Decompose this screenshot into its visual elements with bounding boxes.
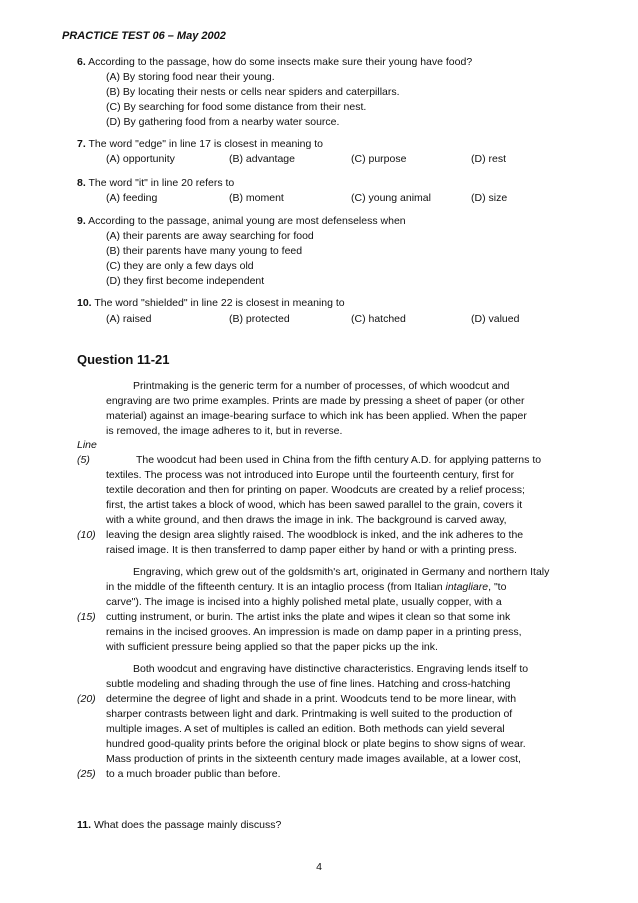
passage-line: The woodcut had been used in China from the fifth century A.D. for applying patterns to <box>136 454 542 466</box>
option: (C) they are only a few days old <box>106 260 254 272</box>
passage-line: in the middle of the fifteenth century. It is an intaglio process (from Italian intagliare, "to <box>106 581 507 593</box>
passage-line: Both woodcut and engraving have distinctive characteristics. Engraving lends itself to <box>133 663 529 675</box>
line-label: Line <box>77 439 97 451</box>
option: (C) young animal <box>351 192 431 204</box>
option: (D) rest <box>471 153 506 165</box>
option: (B) moment <box>229 192 284 204</box>
question-8: 8. The word "it" in line 20 refers to <box>77 177 235 189</box>
passage-line: hundred good-quality prints before the original block or plate begins to show signs of wear. <box>106 738 526 750</box>
option: (D) they first become independent <box>106 275 265 287</box>
page-number: 4 <box>316 861 322 873</box>
question-10: 10. The word "shielded" in line 22 is closest in meaning to <box>77 297 345 309</box>
question-6: 6. According to the passage, how do some insects make sure their young have food? <box>77 56 473 68</box>
option: (A) raised <box>106 313 152 325</box>
question-7: 7. The word "edge" in line 17 is closest in meaning to <box>77 138 323 150</box>
passage-line: is removed, the image adheres to it, but in reverse. <box>106 425 343 437</box>
page-header: PRACTICE TEST 06 – May 2002 <box>62 30 226 42</box>
option: (D) By gathering food from a nearby water source. <box>106 116 340 128</box>
passage-line: cutting instrument, or burin. The artist inks the plate and wipes it clean so that some ink <box>106 611 511 623</box>
passage-line: subtle modeling and shading through the use of fine lines. Hatching and cross-hatching <box>106 678 511 690</box>
option: (B) advantage <box>229 153 295 165</box>
passage-line: determine the degree of light and shade in a print. Woodcuts tend to be more linear, with <box>106 693 517 705</box>
option: (C) purpose <box>351 153 407 165</box>
section-title: Question 11-21 <box>77 352 170 367</box>
option: (C) hatched <box>351 313 406 325</box>
option: (A) By storing food near their young. <box>106 71 275 83</box>
passage-line: leaving the design area slightly raised. The woodblock is inked, and the ink adheres to the <box>106 529 524 541</box>
option: (B) protected <box>229 313 290 325</box>
option: (B) their parents have many young to feed <box>106 245 303 257</box>
passage-line: multiple images. A set of multiples is called an edition. Both methods can yield several <box>106 723 505 735</box>
passage-line: material) against an image-bearing surface to which ink has been applied. When the paper <box>106 410 527 422</box>
passage-line: sharper contrasts between light and dark. Printmaking is well suited to the production of <box>106 708 513 720</box>
line-number-10: (10) <box>77 529 96 541</box>
option: (B) By locating their nests or cells near spiders and caterpillars. <box>106 86 400 98</box>
passage-line: first, the artist takes a block of wood, which has been sawed parallel to the grain, covers it <box>106 499 523 511</box>
passage-line: Mass production of prints in the sixteenth century made images available, at a lower cost, <box>106 753 521 765</box>
passage-line: with sufficient pressure being applied so that the paper picks up the ink. <box>106 641 438 653</box>
passage-line: with a white ground, and then draws the image in ink. The background is carved away, <box>106 514 507 526</box>
passage-line: to a much broader public than before. <box>106 768 281 780</box>
line-number-25: (25) <box>77 768 96 780</box>
question-11: 11. What does the passage mainly discuss? <box>77 819 282 831</box>
option: (A) their parents are away searching for food <box>106 230 314 242</box>
passage-line: Printmaking is the generic term for a number of processes, of which woodcut and <box>133 380 510 392</box>
option: (D) valued <box>471 313 520 325</box>
passage-line: textile decoration and then for printing on paper. Woodcuts are created by a relief process; <box>106 484 525 496</box>
passage-line: textiles. The process was not introduced into Europe until the fourteenth century, first for <box>106 469 515 481</box>
line-number-5: (5) <box>77 454 90 466</box>
option: (A) feeding <box>106 192 158 204</box>
passage-line: raised image. It is then transferred to damp paper either by hand or with a printing press. <box>106 544 517 556</box>
line-number-20: (20) <box>77 693 96 705</box>
question-9: 9. According to the passage, animal young are most defenseless when <box>77 215 406 227</box>
passage-line: Engraving, which grew out of the goldsmith's art, originated in Germany and northern Italy <box>133 566 550 578</box>
passage-line: carve"). The image is incised into a highly polished metal plate, usually copper, with a <box>106 596 502 608</box>
option: (C) By searching for food some distance from their nest. <box>106 101 367 113</box>
passage-line: remains in the incised grooves. An impression is made on damp paper in a printing press, <box>106 626 522 638</box>
option: (D) size <box>471 192 508 204</box>
option: (A) opportunity <box>106 153 175 165</box>
passage-line: engraving are two prime examples. Prints are made by pressing a sheet of paper (or other <box>106 395 525 407</box>
line-number-15: (15) <box>77 611 96 623</box>
